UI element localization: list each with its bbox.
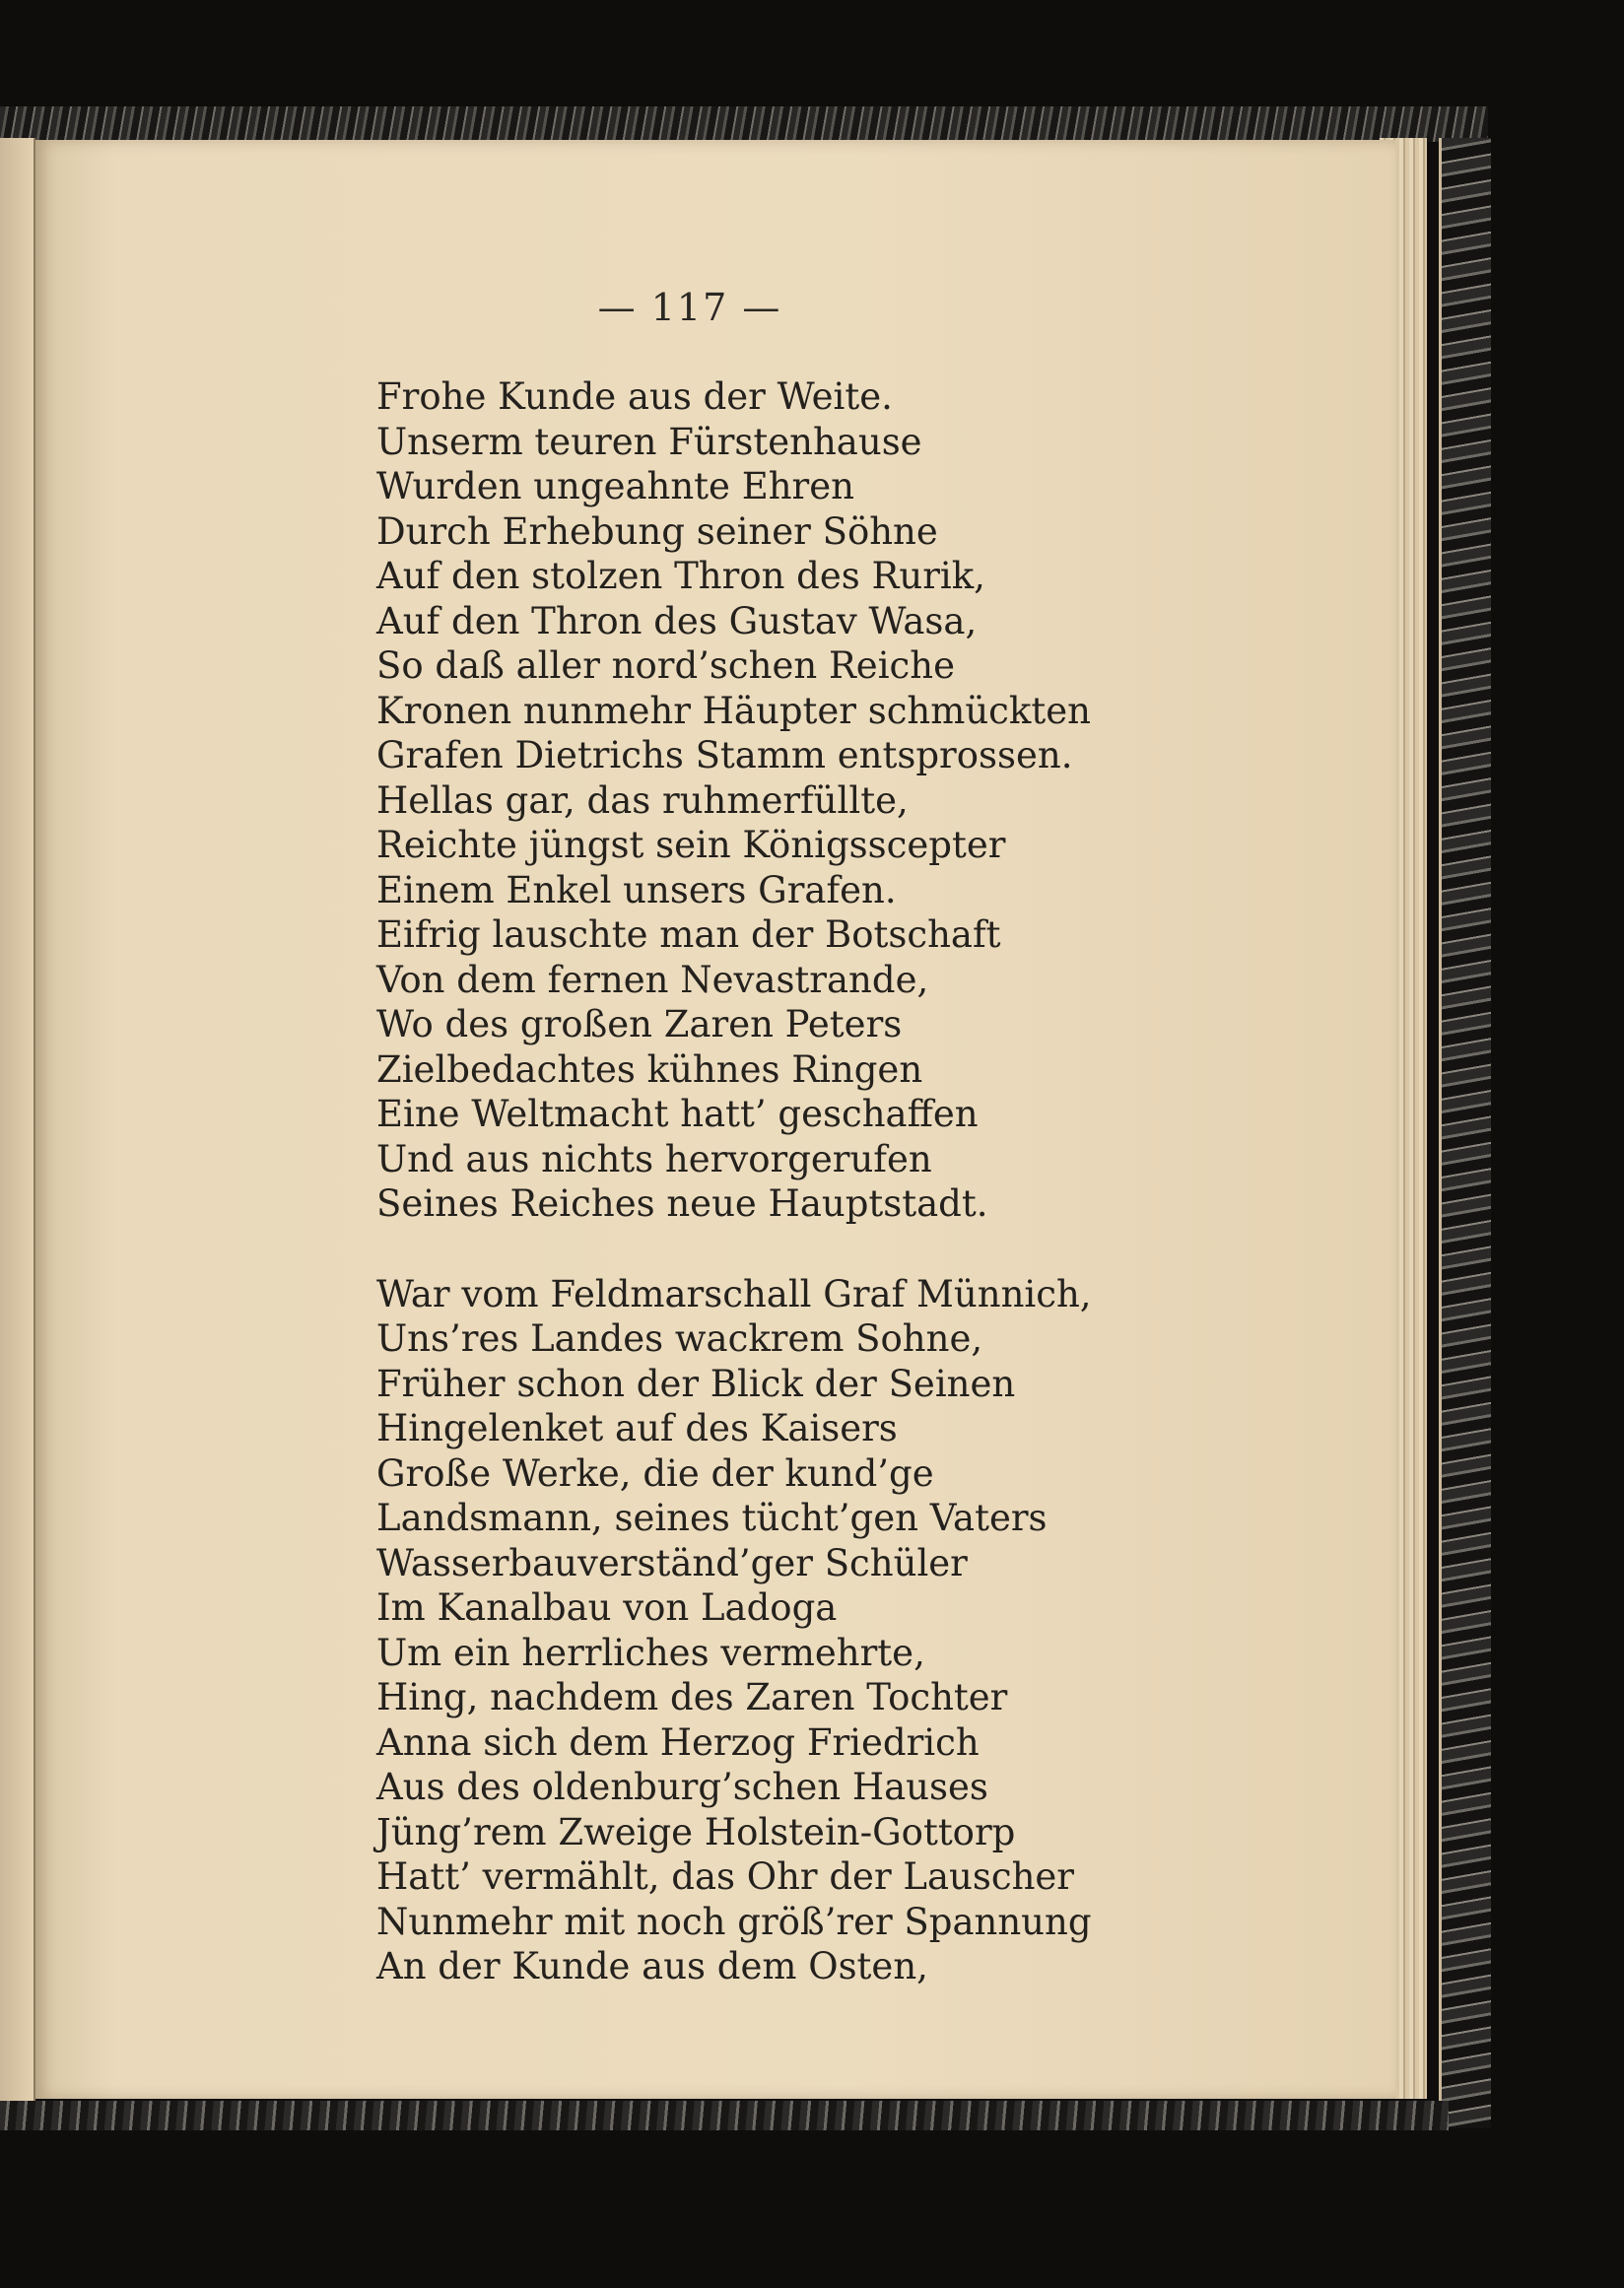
poem-line: Uns’res Landes wackrem Sohne, [376,1317,983,1360]
poem-line: Anna sich dem Herzog Friedrich [376,1720,980,1764]
poem-line: Grafen Dietrichs Stamm entsprossen. [376,734,1073,776]
poem-line: So daß aller nord’schen Reiche [376,644,955,687]
facing-page-edge [0,138,35,2101]
stanza-2 [376,1272,1362,1989]
poem-line: Wo des großen Zaren Peters [376,1003,903,1045]
poem-line: Jüng’rem Zweige Holstein-Gottorp [376,1810,1016,1853]
poem-line: Auf den Thron des Gustav Wasa, [376,599,978,642]
poem-line: Eifrig lauschte man der Botschaft [376,913,1001,956]
poem-line: Früher schon der Blick der Seinen [376,1362,1016,1405]
poem-line: Hing, nachdem des Zaren Tochter [376,1676,1008,1718]
poem-line: Hellas gar, das ruhmerfüllte, [376,778,909,822]
poem-line: Von dem fernen Nevastrande, [376,958,929,1001]
poem-line: Zielbedachtes kühnes Ringen [376,1047,923,1091]
poem-line: Aus des oldenburg’schen Hauses [376,1766,988,1808]
page-number: — 117 — [597,286,782,329]
poem-line: Landsmann, seines tücht’gen Vaters [376,1497,1048,1539]
poem-line: Frohe Kunde aus der Weite. [376,375,893,418]
poem-line: Eine Weltmacht hatt’ geschaffen [376,1093,979,1135]
poem-line: Hingelenket auf des Kaisers [376,1407,898,1449]
stanza-1 [376,374,1362,1227]
poem-line: Seines Reiches neue Hauptstadt. [376,1182,988,1225]
poem-line: Hatt’ vermählt, das Ohr der Lauscher [376,1855,1074,1898]
poem-line: Große Werke, die der kund’ge [376,1451,934,1495]
poem-line: War vom Feldmarschall Graf Münnich, [376,1272,1092,1315]
poem-text [376,374,1362,1989]
poem-line: Wurden ungeahnte Ehren [376,465,854,507]
poem-line: Und aus nichts hervorgerufen [376,1137,932,1180]
marbled-cover-top [0,106,1488,142]
poem-line: Durch Erhebung seiner Söhne [376,509,938,553]
poem-line: An der Kunde aus dem Osten, [376,1945,928,1987]
poem-line: Unserm teuren Fürstenhause [376,420,922,463]
poem-line: Einem Enkel unsers Grafen. [376,868,897,911]
poem-line: Kronen nunmehr Häupter schmückten [376,689,1091,732]
poem-line: Im Kanalbau von Ladoga [376,1586,838,1629]
poem-line: Auf den stolzen Thron des Rurik, [376,555,985,597]
poem-line: Reichte jüngst sein Königsscepter [376,824,1006,866]
poem-line: Nunmehr mit noch größ’rer Spannung [376,1900,1092,1943]
marbled-cover-right [1439,138,1491,2128]
poem-line: Um ein herrliches vermehrte, [376,1631,925,1674]
poem-line: Wasserbauverständ’ger Schüler [376,1541,968,1584]
marbled-cover-bottom [0,2101,1449,2130]
